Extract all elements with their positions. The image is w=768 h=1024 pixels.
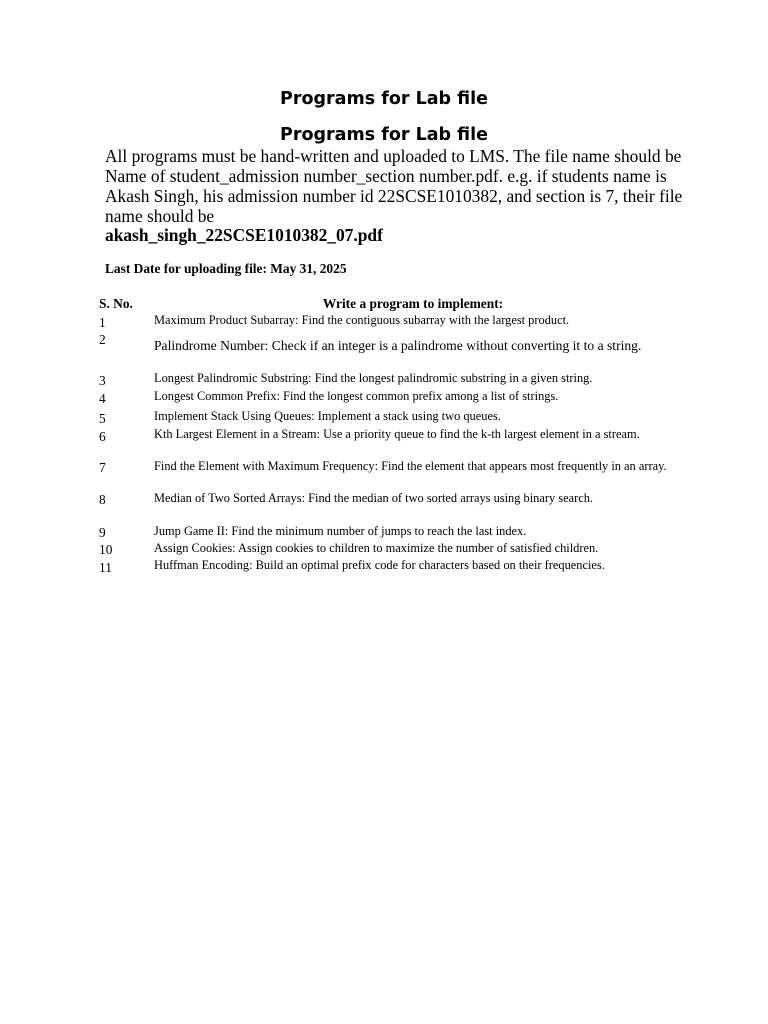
- row-program: Median of Two Sorted Arrays: Find the median of two sorted arrays using binary search.: [154, 491, 594, 505]
- row-number: 10: [99, 542, 113, 557]
- page-title: Programs for Lab file: [280, 89, 488, 109]
- row-number: 1: [99, 315, 106, 330]
- row-program: Implement Stack Using Queues: Implement a stack using two queues.: [154, 409, 501, 423]
- column-header-serial-number: S. No.: [99, 296, 133, 311]
- row-program: Assign Cookies: Assign cookies to children to maximize the number of satisfied children.: [154, 541, 599, 555]
- row-program: Maximum Product Subarray: Find the contiguous subarray with the largest product.: [154, 313, 570, 327]
- row-program: Find the Element with Maximum Frequency: Find the element that appears most frequently in an array.: [154, 459, 667, 473]
- page-subtitle: Programs for Lab file: [280, 125, 488, 145]
- row-number: 8: [99, 492, 106, 507]
- instructions-paragraph: All programs must be hand-written and uploaded to LMS. The file name should be Name of student_admission number_section number.pdf. e.g. if students name is Akash Singh, his admission number id 22SCSE1010382, and section is 7, their file name should be: [105, 146, 683, 226]
- row-number: 5: [99, 411, 106, 426]
- column-header-program: Write a program to implement:: [322, 296, 504, 311]
- row-program: Huffman Encoding: Build an optimal prefix code for characters based on their frequencies.: [154, 558, 605, 572]
- row-number: 6: [99, 429, 106, 444]
- row-program: Longest Palindromic Substring: Find the longest palindromic substring in a given string.: [154, 371, 593, 385]
- row-number: 4: [99, 391, 106, 406]
- example-filename: akash_singh_22SCSE1010382_07.pdf: [105, 225, 383, 245]
- row-program: Palindrome Number: Check if an integer is a palindrome without converting it to a string.: [154, 338, 642, 353]
- row-program: Jump Game II: Find the minimum number of jumps to reach the last index.: [154, 524, 527, 538]
- row-number: 7: [99, 460, 106, 475]
- row-program: Kth Largest Element in a Stream: Use a priority queue to find the k-th largest element in a stream.: [154, 427, 640, 441]
- row-number: 3: [99, 373, 106, 388]
- row-number: 9: [99, 525, 106, 540]
- row-program: Longest Common Prefix: Find the longest common prefix among a list of strings.: [154, 389, 559, 403]
- last-date-notice: Last Date for uploading file: May 31, 2025: [105, 261, 347, 276]
- row-number: 2: [99, 332, 106, 347]
- row-number: 11: [99, 560, 112, 575]
